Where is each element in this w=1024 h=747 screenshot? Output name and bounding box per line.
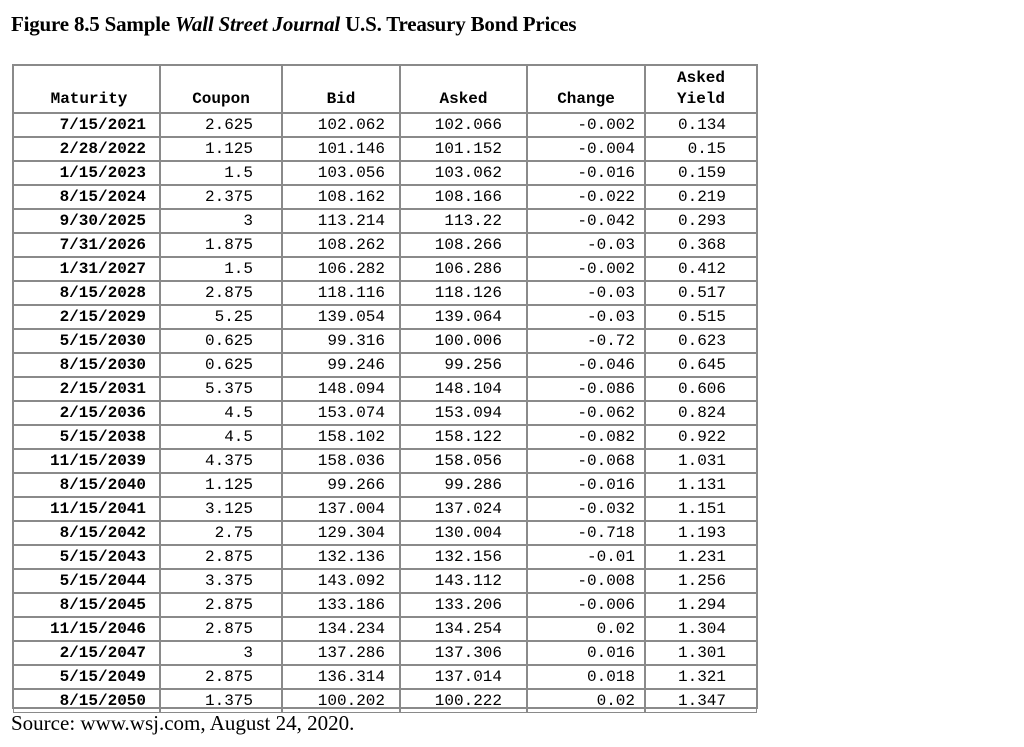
cell-bid: 100.202 (282, 689, 400, 713)
cell-bid: 108.162 (282, 185, 400, 209)
cell-maturity: 5/15/2049 (13, 665, 160, 689)
cell-bid: 118.116 (282, 281, 400, 305)
table-row (13, 449, 757, 473)
cell-change: -0.082 (527, 425, 645, 449)
cell-coupon: 3 (160, 641, 282, 665)
cell-asked: 108.166 (400, 185, 527, 209)
header-coupon: Coupon (160, 65, 282, 113)
table-row (13, 209, 757, 233)
cell-asked: 158.056 (400, 449, 527, 473)
cell-change: -0.016 (527, 473, 645, 497)
cell-maturity: 2/15/2047 (13, 641, 160, 665)
cell-bid: 102.062 (282, 113, 400, 137)
table-row (13, 425, 757, 449)
cell-change: -0.002 (527, 257, 645, 281)
cell-asked-yield: 1.131 (645, 473, 757, 497)
cell-coupon: 0.625 (160, 353, 282, 377)
table-row (13, 569, 757, 593)
figure-title-italic: Wall Street Journal (175, 12, 341, 36)
table-row (13, 617, 757, 641)
cell-asked-yield: 0.515 (645, 305, 757, 329)
cell-asked-yield: 1.304 (645, 617, 757, 641)
cell-coupon: 1.5 (160, 161, 282, 185)
cell-asked-yield: 0.824 (645, 401, 757, 425)
cell-coupon: 1.125 (160, 137, 282, 161)
cell-bid: 143.092 (282, 569, 400, 593)
cell-asked-yield: 0.159 (645, 161, 757, 185)
cell-coupon: 3 (160, 209, 282, 233)
cell-maturity: 2/15/2036 (13, 401, 160, 425)
cell-bid: 129.304 (282, 521, 400, 545)
cell-asked-yield: 1.294 (645, 593, 757, 617)
table-row (13, 113, 757, 137)
cell-asked: 153.094 (400, 401, 527, 425)
cell-change: 0.016 (527, 641, 645, 665)
figure-title-suffix: U.S. Treasury Bond Prices (340, 12, 577, 36)
header-asked-yield (645, 65, 757, 113)
cell-bid: 106.282 (282, 257, 400, 281)
cell-coupon: 5.375 (160, 377, 282, 401)
cell-asked: 106.286 (400, 257, 527, 281)
cell-maturity: 1/31/2027 (13, 257, 160, 281)
header-maturity: Maturity (13, 65, 160, 113)
cell-bid: 103.056 (282, 161, 400, 185)
cell-change: -0.004 (527, 137, 645, 161)
cell-change: -0.72 (527, 329, 645, 353)
cell-change: -0.046 (527, 353, 645, 377)
cell-coupon: 5.25 (160, 305, 282, 329)
cell-coupon: 2.75 (160, 521, 282, 545)
cell-coupon: 2.875 (160, 281, 282, 305)
cell-asked: 99.286 (400, 473, 527, 497)
cell-asked-yield: 1.151 (645, 497, 757, 521)
table-body (13, 113, 757, 713)
source-note: Source: www.wsj.com, August 24, 2020. (11, 711, 355, 735)
cell-asked: 100.222 (400, 689, 527, 713)
cell-asked: 103.062 (400, 161, 527, 185)
cell-bid: 158.036 (282, 449, 400, 473)
table-row (13, 641, 757, 665)
cell-asked-yield: 1.256 (645, 569, 757, 593)
header-asked-yield-line2: Yield (676, 90, 725, 108)
cell-bid: 108.262 (282, 233, 400, 257)
table-row (13, 593, 757, 617)
cell-coupon: 1.375 (160, 689, 282, 713)
cell-coupon: 0.625 (160, 329, 282, 353)
cell-coupon: 4.375 (160, 449, 282, 473)
cell-bid: 137.004 (282, 497, 400, 521)
table-row (13, 521, 757, 545)
cell-change: -0.068 (527, 449, 645, 473)
cell-asked: 148.104 (400, 377, 527, 401)
cell-asked: 132.156 (400, 545, 527, 569)
cell-coupon: 4.5 (160, 401, 282, 425)
cell-change: -0.032 (527, 497, 645, 521)
cell-change: 0.018 (527, 665, 645, 689)
cell-bid: 99.316 (282, 329, 400, 353)
cell-maturity: 8/15/2040 (13, 473, 160, 497)
cell-asked-yield: 1.321 (645, 665, 757, 689)
cell-asked: 113.22 (400, 209, 527, 233)
cell-asked-yield: 0.922 (645, 425, 757, 449)
cell-asked-yield: 0.134 (645, 113, 757, 137)
cell-asked-yield: 0.219 (645, 185, 757, 209)
bond-table-frame (12, 64, 758, 709)
cell-asked: 101.152 (400, 137, 527, 161)
cell-coupon: 2.875 (160, 617, 282, 641)
cell-change: -0.022 (527, 185, 645, 209)
cell-change: -0.002 (527, 113, 645, 137)
cell-asked-yield: 1.301 (645, 641, 757, 665)
figure-title (11, 11, 576, 37)
table-row (13, 545, 757, 569)
cell-maturity: 9/30/2025 (13, 209, 160, 233)
table-row (13, 473, 757, 497)
cell-bid: 101.146 (282, 137, 400, 161)
cell-maturity: 11/15/2046 (13, 617, 160, 641)
cell-bid: 137.286 (282, 641, 400, 665)
cell-maturity: 11/15/2039 (13, 449, 160, 473)
cell-asked: 130.004 (400, 521, 527, 545)
cell-change: 0.02 (527, 689, 645, 713)
cell-change: -0.01 (527, 545, 645, 569)
cell-maturity: 2/15/2031 (13, 377, 160, 401)
cell-change: -0.008 (527, 569, 645, 593)
cell-maturity: 5/15/2043 (13, 545, 160, 569)
cell-bid: 158.102 (282, 425, 400, 449)
table-row (13, 497, 757, 521)
cell-bid: 99.266 (282, 473, 400, 497)
table-row (13, 281, 757, 305)
table-row (13, 377, 757, 401)
cell-asked: 137.014 (400, 665, 527, 689)
cell-asked-yield: 0.623 (645, 329, 757, 353)
cell-asked: 133.206 (400, 593, 527, 617)
table-row (13, 257, 757, 281)
header-bid: Bid (282, 65, 400, 113)
cell-bid: 139.054 (282, 305, 400, 329)
cell-asked: 158.122 (400, 425, 527, 449)
cell-maturity: 8/15/2030 (13, 353, 160, 377)
cell-bid: 99.246 (282, 353, 400, 377)
cell-maturity: 2/15/2029 (13, 305, 160, 329)
table-row (13, 137, 757, 161)
header-asked-yield-line1: Asked (676, 69, 725, 87)
cell-asked: 137.306 (400, 641, 527, 665)
table-row (13, 305, 757, 329)
cell-change: -0.718 (527, 521, 645, 545)
cell-asked: 139.064 (400, 305, 527, 329)
cell-maturity: 7/31/2026 (13, 233, 160, 257)
cell-bid: 153.074 (282, 401, 400, 425)
cell-maturity: 11/15/2041 (13, 497, 160, 521)
cell-asked: 99.256 (400, 353, 527, 377)
cell-asked-yield: 0.606 (645, 377, 757, 401)
cell-change: -0.016 (527, 161, 645, 185)
cell-bid: 134.234 (282, 617, 400, 641)
cell-coupon: 2.875 (160, 593, 282, 617)
table-row (13, 401, 757, 425)
table-row (13, 161, 757, 185)
cell-maturity: 8/15/2050 (13, 689, 160, 713)
cell-coupon: 1.125 (160, 473, 282, 497)
cell-asked-yield: 0.517 (645, 281, 757, 305)
cell-bid: 136.314 (282, 665, 400, 689)
cell-change: -0.042 (527, 209, 645, 233)
cell-change: -0.03 (527, 233, 645, 257)
cell-coupon: 3.125 (160, 497, 282, 521)
cell-bid: 113.214 (282, 209, 400, 233)
cell-coupon: 2.875 (160, 665, 282, 689)
cell-bid: 132.136 (282, 545, 400, 569)
cell-maturity: 2/28/2022 (13, 137, 160, 161)
cell-asked: 100.006 (400, 329, 527, 353)
cell-maturity: 5/15/2030 (13, 329, 160, 353)
cell-maturity: 8/15/2042 (13, 521, 160, 545)
cell-asked-yield: 1.193 (645, 521, 757, 545)
cell-asked-yield: 0.368 (645, 233, 757, 257)
cell-coupon: 2.875 (160, 545, 282, 569)
table-header-row (13, 65, 757, 113)
cell-asked-yield: 0.412 (645, 257, 757, 281)
cell-maturity: 8/15/2028 (13, 281, 160, 305)
table-row (13, 665, 757, 689)
cell-asked-yield: 0.15 (645, 137, 757, 161)
cell-coupon: 4.5 (160, 425, 282, 449)
figure-title-prefix: Figure 8.5 Sample (11, 12, 176, 36)
cell-maturity: 5/15/2038 (13, 425, 160, 449)
cell-asked-yield: 0.293 (645, 209, 757, 233)
cell-change: -0.006 (527, 593, 645, 617)
cell-asked-yield: 1.231 (645, 545, 757, 569)
cell-asked-yield: 0.645 (645, 353, 757, 377)
cell-bid: 133.186 (282, 593, 400, 617)
table-row (13, 329, 757, 353)
cell-maturity: 8/15/2024 (13, 185, 160, 209)
cell-asked: 134.254 (400, 617, 527, 641)
table-row (13, 233, 757, 257)
cell-change: -0.03 (527, 305, 645, 329)
cell-asked: 143.112 (400, 569, 527, 593)
cell-coupon: 1.5 (160, 257, 282, 281)
treasury-bond-table (13, 65, 757, 713)
cell-coupon: 1.875 (160, 233, 282, 257)
cell-maturity: 5/15/2044 (13, 569, 160, 593)
cell-asked-yield: 1.031 (645, 449, 757, 473)
cell-asked: 118.126 (400, 281, 527, 305)
cell-change: 0.02 (527, 617, 645, 641)
cell-coupon: 2.375 (160, 185, 282, 209)
cell-maturity: 8/15/2045 (13, 593, 160, 617)
cell-change: -0.086 (527, 377, 645, 401)
cell-change: -0.03 (527, 281, 645, 305)
table-row (13, 185, 757, 209)
cell-asked-yield: 1.347 (645, 689, 757, 713)
cell-maturity: 7/15/2021 (13, 113, 160, 137)
cell-coupon: 2.625 (160, 113, 282, 137)
table-row (13, 353, 757, 377)
cell-change: -0.062 (527, 401, 645, 425)
cell-asked: 137.024 (400, 497, 527, 521)
cell-bid: 148.094 (282, 377, 400, 401)
header-change: Change (527, 65, 645, 113)
cell-maturity: 1/15/2023 (13, 161, 160, 185)
cell-asked: 108.266 (400, 233, 527, 257)
cell-asked: 102.066 (400, 113, 527, 137)
header-asked: Asked (400, 65, 527, 113)
cell-coupon: 3.375 (160, 569, 282, 593)
